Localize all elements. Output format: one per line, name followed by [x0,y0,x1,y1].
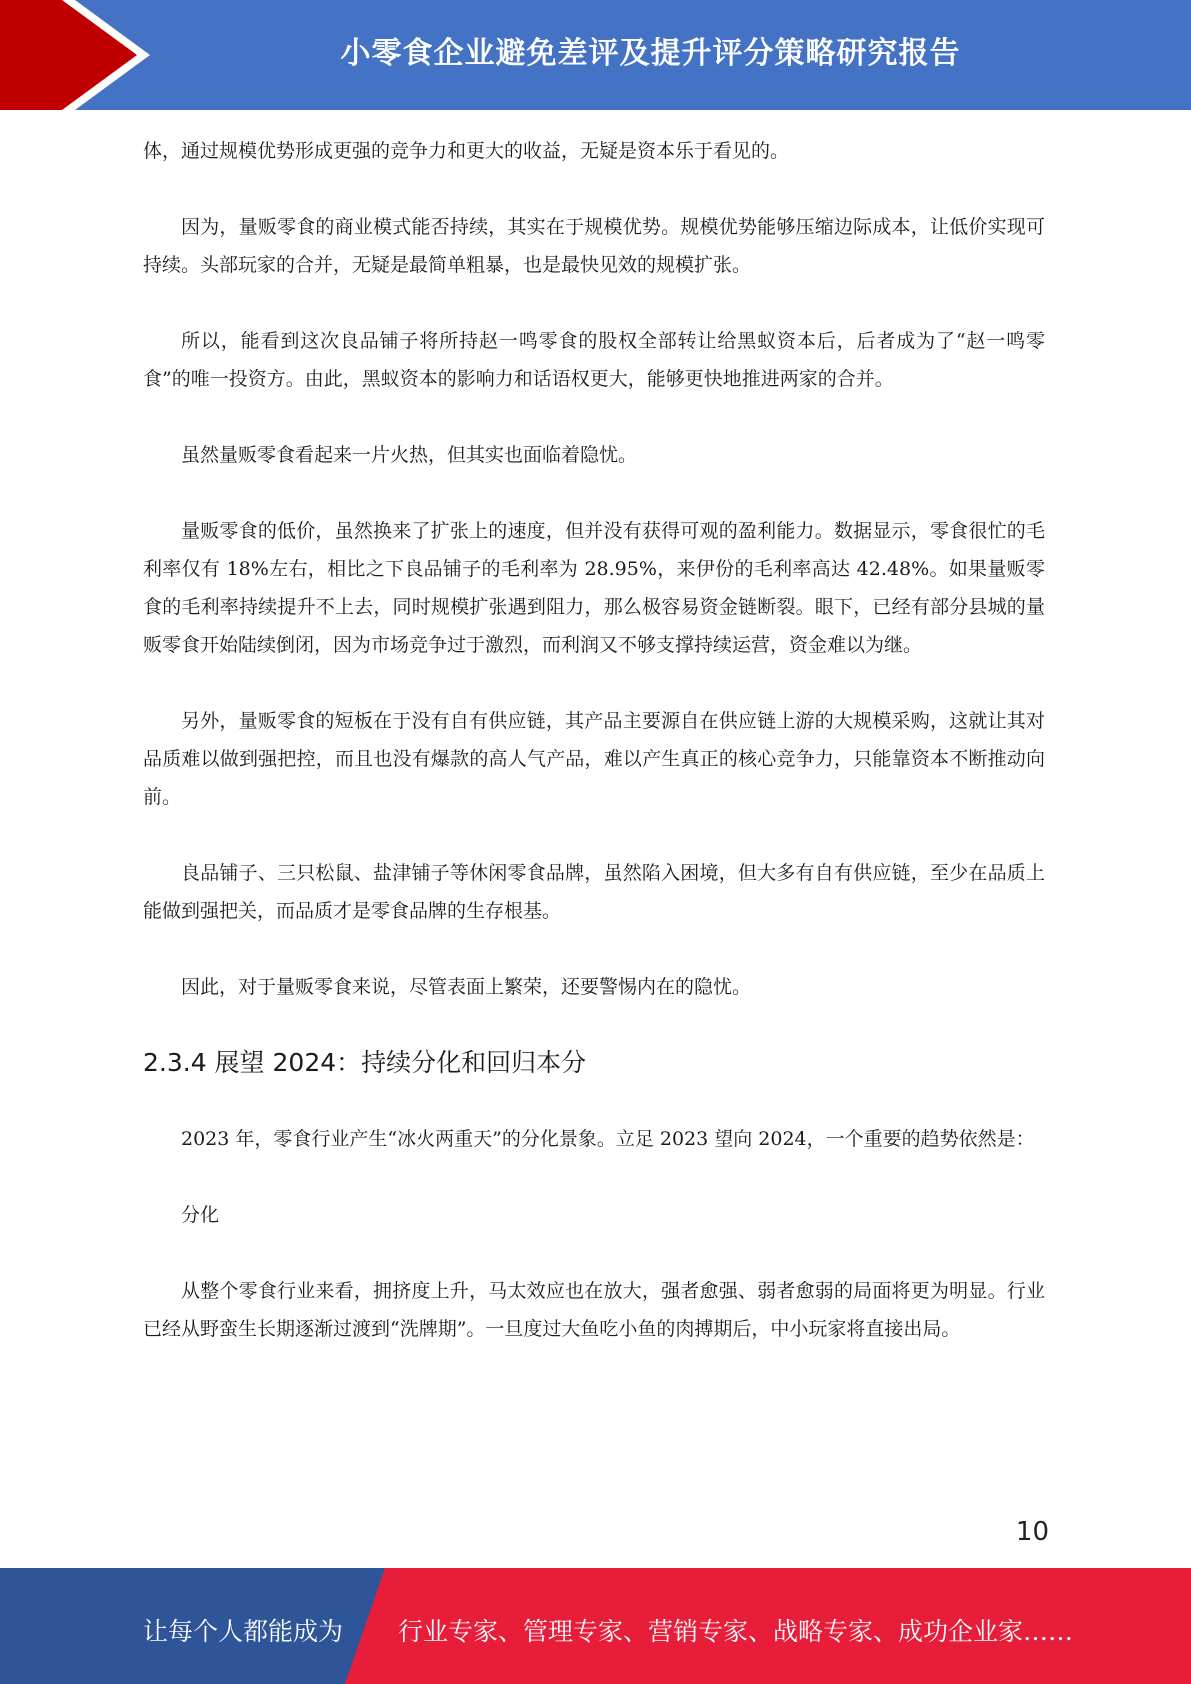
paragraph: 2023 年，零食行业产生“冰火两重天”的分化景象。立足 2023 望向 2024，一个重要的趋势依然是： [181,1128,1035,1150]
document-body [143,132,1045,1386]
paragraph: 因为，量贩零食的商业模式能否持续，其实在于规模优势。规模优势能够压缩边际成本，让低价实现可持续。头部玩家的合并，无疑是最简单粗暴，也是最快见效的规模扩张。 [143,216,1045,276]
paragraph: 虽然量贩零食看起来一片火热，但其实也面临着隐忧。 [181,444,638,466]
section-heading: 2.3.4 展望 2024：持续分化和回归本分 [143,1048,587,1077]
header-arrow-decoration [0,0,160,110]
footer-roles: 行业专家、管理专家、营销专家、战略专家、成功企业家…… [398,1617,1074,1646]
page-number: 10 [1015,1517,1049,1547]
page-footer [0,1568,1191,1684]
paragraph: 所以，能看到这次良品铺子将所持赵一鸣零食的股权全部转让给黑蚁资本后，后者成为了“赵一鸣零食”的唯一投资方。由此，黑蚁资本的影响力和话语权更大，能够更快地推进两家的合并。 [143,330,1045,390]
page-header [0,0,1191,110]
paragraph: 另外，量贩零食的短板在于没有自有供应链，其产品主要源自在供应链上游的大规模采购，这就让其对品质难以做到强把控，而且也没有爆款的高人气产品，难以产生真正的核心竞争力，只能靠资本不断推动向前。 [143,710,1045,808]
paragraph: 从整个零食行业来看，拥挤度上升，马太效应也在放大，强者愈强、弱者愈弱的局面将更为明显。行业已经从野蛮生长期逐渐过渡到“洗牌期”。一旦度过大鱼吃小鱼的肉搏期后，中小玩家将直接出局。 [143,1280,1045,1340]
paragraph: 体，通过规模优势形成更强的竞争力和更大的收益，无疑是资本乐于看见的。 [143,140,790,162]
paragraph: 分化 [181,1204,220,1226]
footer-slogan: 让每个人都能成为 [143,1617,344,1646]
paragraph: 因此，对于量贩零食来说，尽管表面上繁荣，还要警惕内在的隐忧。 [181,976,752,998]
paragraph: 量贩零食的低价，虽然换来了扩张上的速度，但并没有获得可观的盈利能力。数据显示，零食很忙的毛利率仅有 18%左右，相比之下良品铺子的毛利率为 28.95%，来伊份的毛利率高达 42.48%。如果量贩零食的毛利率持续提升不上去，同时规模扩张遇到阻力，那么极容易资金链断裂。眼下，已经有部分县城的量贩零食开始陆续倒闭，因为市场竞争过于激烈，而利润又不够支撑持续运营，资金难以为继。 [143,520,1045,656]
paragraph: 良品铺子、三只松鼠、盐津铺子等休闲零食品牌，虽然陷入困境，但大多有自有供应链，至少在品质上能做到强把关，而品质才是零食品牌的生存根基。 [143,862,1045,922]
report-title: 小零食企业避免差评及提升评分策略研究报告 [340,36,961,71]
